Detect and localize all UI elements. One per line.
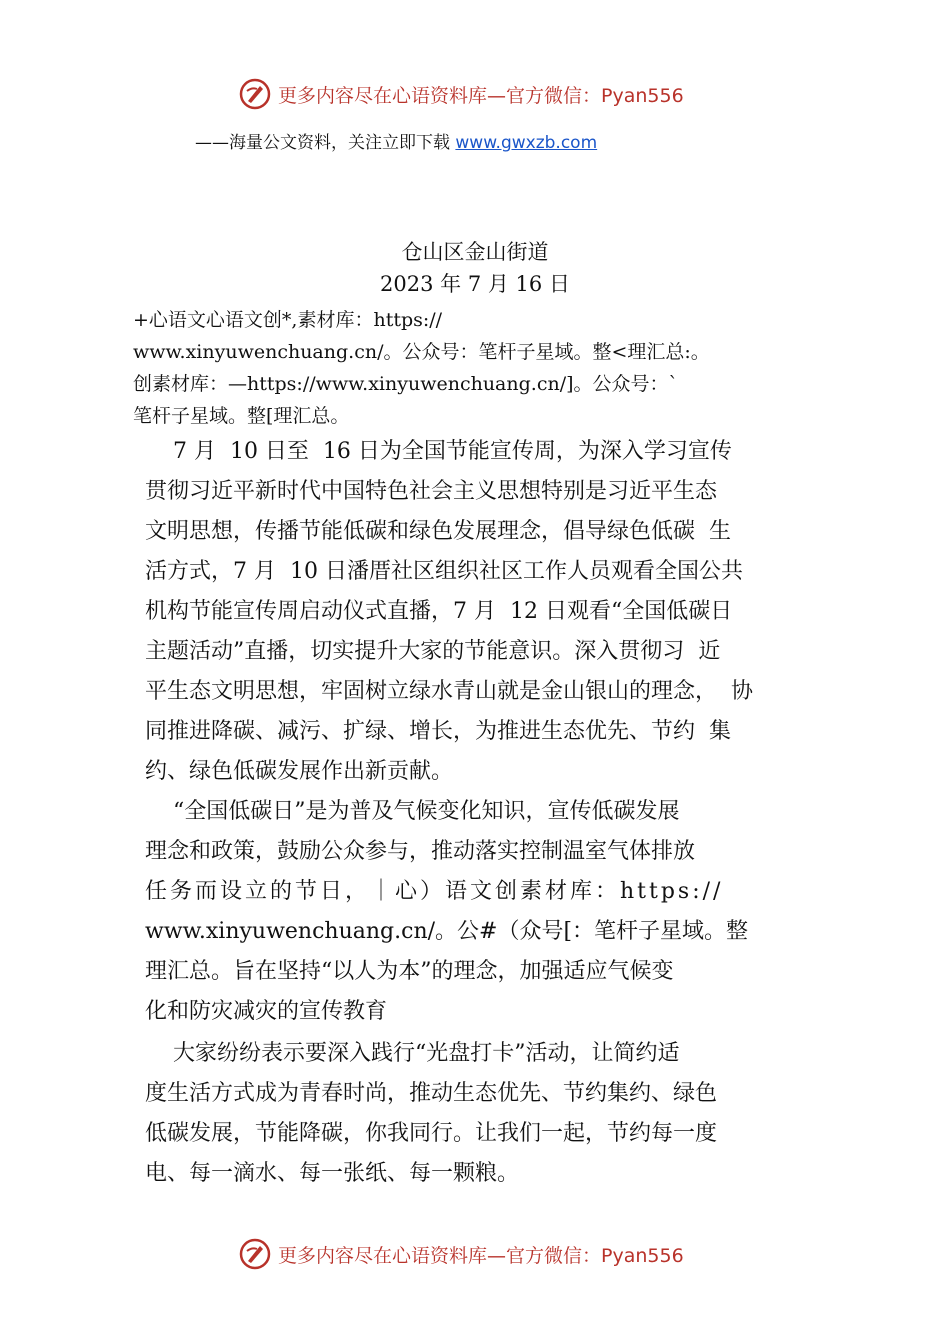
noise-line: www.xinyuwenchuang.cn/。公众号：笔杆子星域。整<理汇总:。 xyxy=(133,341,710,363)
paragraph-line: “全国低碳日”是为普及气候变化知识，宣传低碳发展 xyxy=(145,799,680,824)
paragraph-line: 化和防灾减灾的宣传教育 xyxy=(145,999,388,1024)
subheader xyxy=(195,128,795,153)
paragraph-line: 大家纷纷表示要深入践行“光盘打卡”活动，让简约适 xyxy=(145,1041,680,1066)
footer-brand xyxy=(238,1236,758,1272)
paragraph-line: 任务而设立的节日，｜心）语文创素材库：https:// xyxy=(145,879,724,904)
noise-line: 笔杆子星域。整[理汇总。 xyxy=(133,405,350,427)
paragraph-line: 主题活动”直播，切实提升大家的节能意识。深入贯彻习 近 xyxy=(145,639,721,664)
paragraph-line: 7 月 10 日至 16 日为全国节能宣传周，为深入学习宣传 xyxy=(145,439,732,464)
paragraph-1 xyxy=(145,432,825,792)
header-brand xyxy=(238,76,758,112)
paragraph-line: 文明思想，传播节能低碳和绿色发展理念，倡导绿色低碳 生 xyxy=(145,519,731,544)
noise-block xyxy=(133,304,853,432)
paragraph-line: 约、绿色低碳发展作出新贡献。 xyxy=(145,759,454,784)
paragraph-line: 机构节能宣传周启动仪式直播，7 月 12 日观看“全国低碳日 xyxy=(145,599,733,624)
paragraph-line: 电、每一滴水、每一张纸、每一颗粮。 xyxy=(145,1161,520,1186)
paragraph-line: www.xinyuwenchuang.cn/。公#（众号[：笔杆子星域。整 xyxy=(145,919,749,944)
paragraph-line: 同推进降碳、减污、扩绿、增长，为推进生态优先、节约 集 xyxy=(145,719,731,744)
paragraph-line: 平生态文明思想，牢固树立绿水青山就是金山银山的理念， 协 xyxy=(145,679,753,704)
paragraph-3 xyxy=(145,1034,825,1194)
seal-logo-icon xyxy=(238,1237,272,1271)
noise-line: 创素材库：—https://www.xinyuwenchuang.cn/]。公众号：` xyxy=(133,373,679,395)
noise-line: +心语文心语文创*,素材库：https:// xyxy=(133,309,443,331)
paragraph-line: 低碳发展，节能降碳，你我同行。让我们一起，节约每一度 xyxy=(145,1121,718,1146)
subheader-link[interactable]: www.gwxzb.com xyxy=(455,133,598,153)
paragraph-line: 理念和政策，鼓励公众参与，推动落实控制温室气体排放 xyxy=(145,839,696,864)
document-org: 仓山区金山街道 xyxy=(401,240,549,264)
paragraph-line: 活方式，7 月 10 日潘厝社区组织社区工作人员观看全国公共 xyxy=(145,559,743,584)
document-date: 2023 年 7 月 16 日 xyxy=(380,272,570,296)
footer-brand-text: 更多内容尽在心语资料库—官方微信：Pyan556 xyxy=(278,1244,684,1267)
seal-logo-icon xyxy=(238,77,272,111)
header-brand-text: 更多内容尽在心语资料库—官方微信：Pyan556 xyxy=(278,84,684,107)
subheader-text: ——海量公文资料，关注立即下载 xyxy=(195,133,456,153)
paragraph-line: 贯彻习近平新时代中国特色社会主义思想特别是习近平生态 xyxy=(145,479,718,504)
paragraph-line: 度生活方式成为青春时尚，推动生态优先、节约集约、绿色 xyxy=(145,1081,718,1106)
paragraph-line: 理汇总。旨在坚持“以人为本”的理念，加强适应气候变 xyxy=(145,959,674,984)
paragraph-2 xyxy=(145,792,825,1032)
